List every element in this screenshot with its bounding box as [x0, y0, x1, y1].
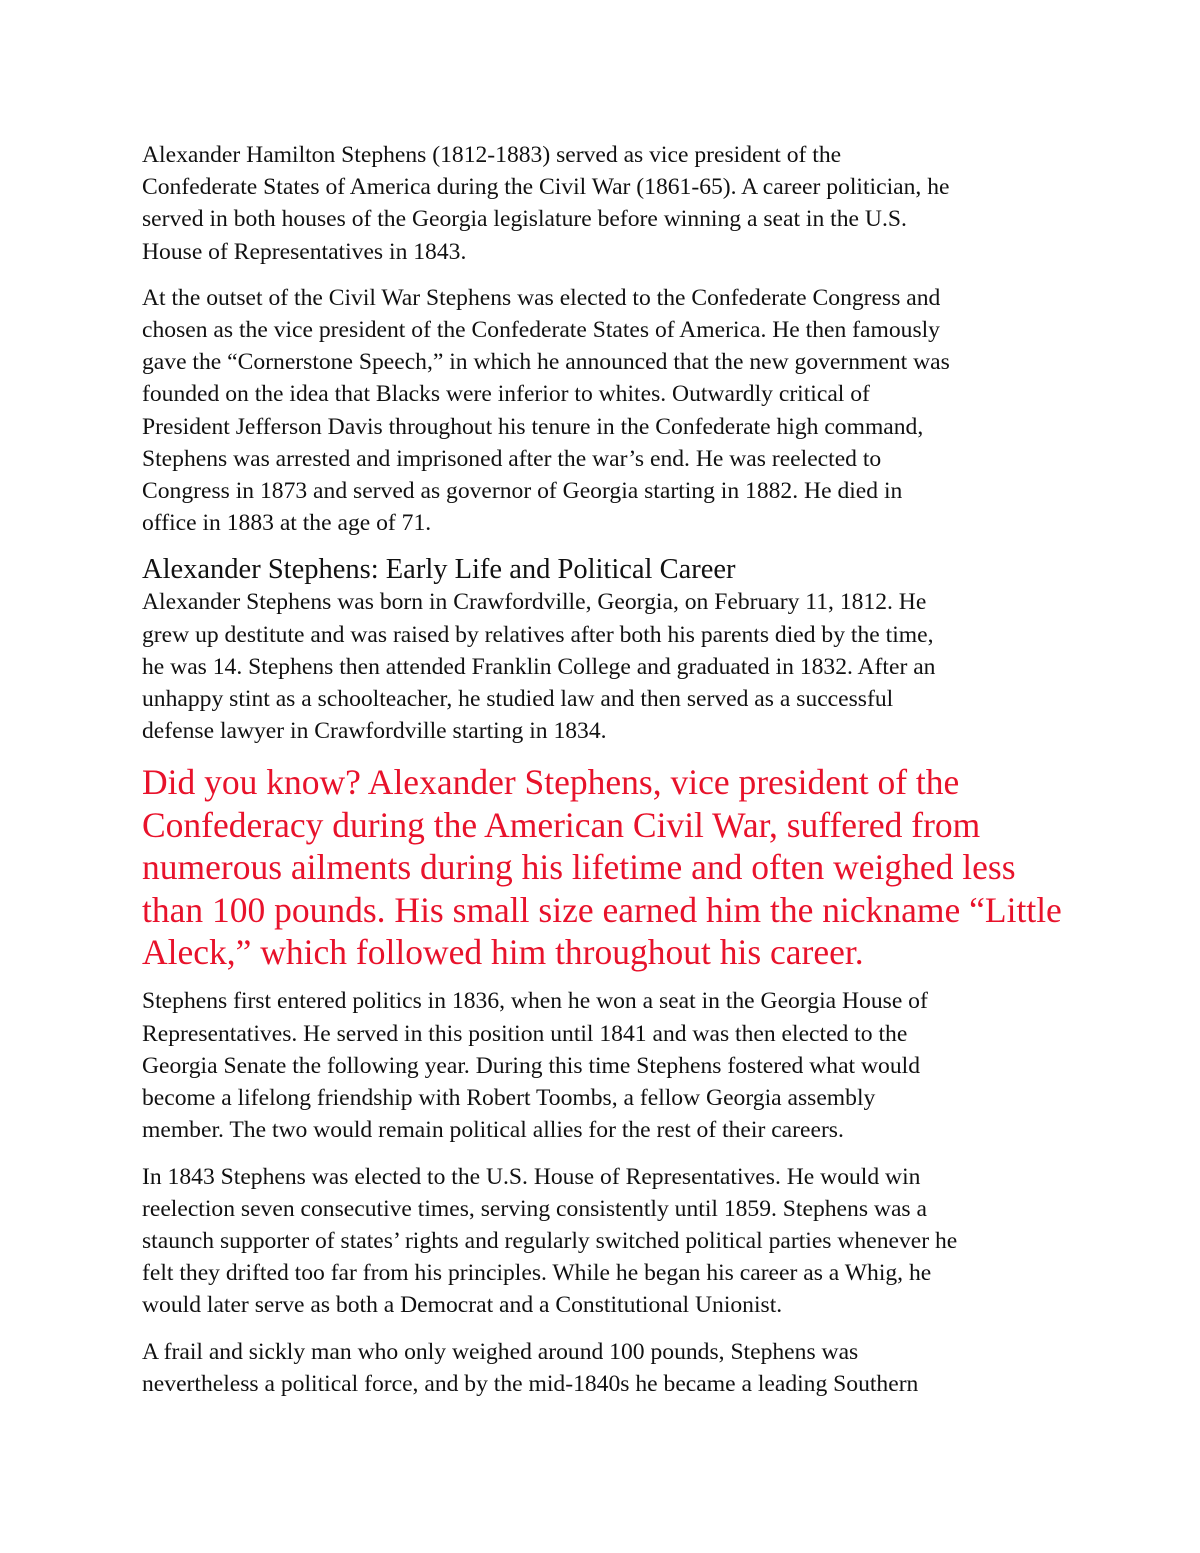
paragraph-line: gave the “Cornerstone Speech,” in which he announced that the new government was — [142, 349, 950, 376]
paragraph-line: would later serve as both a Democrat and a Constitutional Unionist. — [142, 1292, 783, 1319]
callout-line: Did you know? Alexander Stephens, vice president of the — [142, 762, 960, 803]
paragraph-line: Alexander Stephens was born in Crawfordville, Georgia, on February 11, 1812. He — [142, 589, 927, 616]
paragraph-line: become a lifelong friendship with Robert Toombs, a fellow Georgia assembly — [142, 1085, 876, 1112]
paragraph-line: Stephens was arrested and imprisoned after the war’s end. He was reelected to — [142, 445, 882, 472]
paragraph-line: staunch supporter of states’ rights and regularly switched political parties whenever he — [142, 1227, 958, 1254]
paragraph-line: felt they drifted too far from his principles. While he began his career as a Whig, he — [142, 1260, 932, 1287]
paragraph-line: he was 14. Stephens then attended Franklin College and graduated in 1832. After an — [142, 653, 936, 680]
paragraph-line: Representatives. He served in this position until 1841 and was then elected to the — [142, 1020, 908, 1047]
paragraph-line: Confederate States of America during the Civil War (1861-65). A career politician, he — [142, 174, 950, 201]
frail-paragraph — [142, 1336, 1072, 1400]
paragraph-line: office in 1883 at the age of 71. — [142, 510, 432, 537]
callout-line: Aleck,” which followed him throughout his career. — [142, 932, 864, 973]
paragraph-line: In 1843 Stephens was elected to the U.S. House of Representatives. He would win — [142, 1163, 921, 1190]
paragraph-line: reelection seven consecutive times, serving consistently until 1859. Stephens was a — [142, 1195, 927, 1222]
callout-line: than 100 pounds. His small size earned him the nickname “Little — [142, 889, 1062, 930]
paragraph-line: chosen as the vice president of the Confederate States of America. He then famously — [142, 317, 940, 344]
paragraph-line: unhappy stint as a schoolteacher, he studied law and then served as a successful — [142, 686, 894, 713]
section-heading: Alexander Stephens: Early Life and Political Career — [142, 554, 736, 586]
early-life-paragraph — [142, 586, 1072, 747]
callout-line: numerous ailments during his lifetime and often weighed less — [142, 847, 1016, 888]
paragraph-line: House of Representatives in 1843. — [142, 238, 467, 265]
paragraph-line: President Jefferson Davis throughout his tenure in the Confederate high command, — [142, 413, 924, 440]
paragraph-line: member. The two would remain political allies for the rest of their careers. — [142, 1117, 844, 1144]
house-paragraph — [142, 1161, 1072, 1322]
did-you-know-callout — [142, 761, 1072, 973]
callout-line: Confederacy during the American Civil War, suffered from — [142, 804, 981, 845]
paragraph-line: Georgia Senate the following year. During this time Stephens fostered what would — [142, 1052, 920, 1079]
paragraph-line: A frail and sickly man who only weighed around 100 pounds, Stephens was — [142, 1338, 859, 1365]
paragraph-line: nevertheless a political force, and by the mid-1840s he became a leading Southern — [142, 1370, 919, 1397]
politics-paragraph — [142, 985, 1072, 1146]
paragraph-line: Congress in 1873 and served as governor of Georgia starting in 1882. He died in — [142, 478, 903, 505]
paragraph-line: Alexander Hamilton Stephens (1812-1883) served as vice president of the — [142, 142, 842, 168]
paragraph-line: grew up destitute and was raised by relatives after both his parents died by the time, — [142, 621, 934, 648]
paragraph-line: served in both houses of the Georgia legislature before winning a seat in the U.S. — [142, 206, 907, 233]
paragraph-line: founded on the idea that Blacks were inferior to whites. Outwardly critical of — [142, 381, 870, 408]
intro-paragraph — [142, 139, 1072, 268]
document-body — [142, 139, 1072, 1414]
civil-war-paragraph — [142, 282, 1072, 540]
paragraph-line: defense lawyer in Crawfordville starting in 1834. — [142, 718, 607, 745]
paragraph-line: Stephens first entered politics in 1836, when he won a seat in the Georgia House of — [142, 988, 928, 1015]
paragraph-line: At the outset of the Civil War Stephens was elected to the Confederate Congress and — [142, 284, 941, 311]
